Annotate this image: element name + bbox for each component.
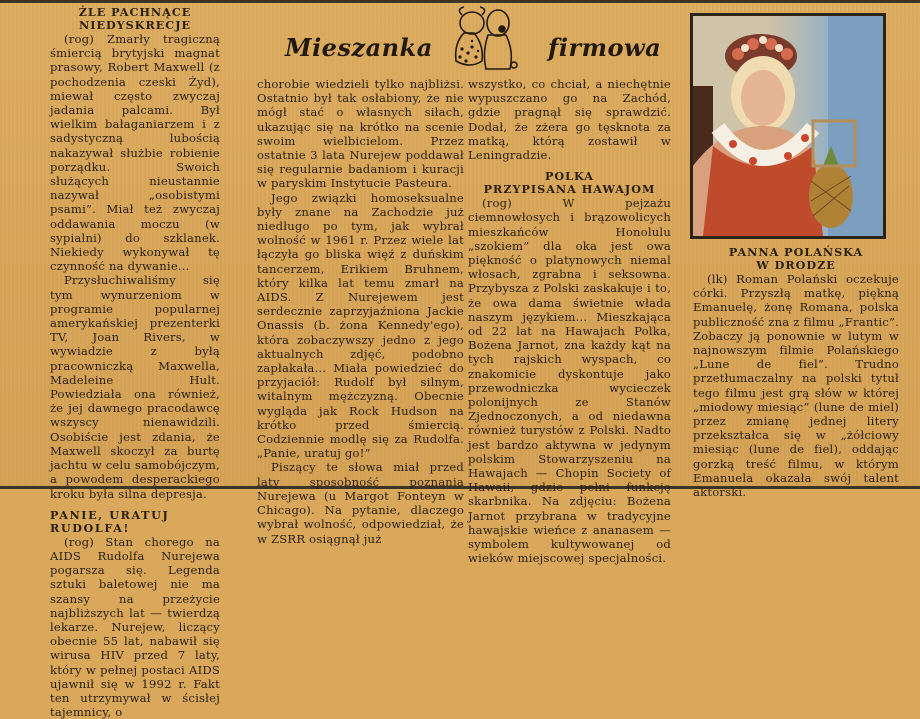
article-panna-polanska	[693, 246, 899, 499]
article-polka-hawaje	[468, 170, 671, 565]
article-paragraph: (rog) W pejzażu ciemnowłosych i brązowolicych mieszkańców Honolulu „szokiem” dla oka jest owa piękność o platynowych niemal włosach, zgrabna i seksowna. Przybysza z Polski zaskakuje i to, że owa dama świetnie włada naszym językiem... Mieszkająca od 22 lat na Hawajach Polka, Bożena Jarnot, zna każdy kąt na tych rajskich wyspach, co znakomicie dyskontuje jako przewodniczka wycieczek polonijnych ze Stanów Zjednoczonych, a od niedawna również turystów z Polski. Nadto jest bardzo aktywna w jedynym polskim Stowarzyszeniu na Hawajach — Chopin Society of Hawaii, gdzie pełni funkcję skarbnika. Na zdjęciu: Bożena Jarnot przybrana w tradycyjne hawajskie wieńce z ananasem — symbolem kultywowanej od wieków miejscowej specjalności.	[468, 196, 671, 566]
headline-line: PANNA POLAŃSKA	[728, 245, 864, 259]
section-masthead	[280, 11, 665, 75]
article-paragraph: Przysłuchiwaliśmy się tym wynurzeniom w programie popularnej amerykańskiej prezenterki TV, Joan Rivers, w wywiadzie z byłą pracowniczką Maxwella, Madeleine Hult. Powiedziała ona również, że jej dawnego pracodawcę wszyscy nienawidzili. Osobiście jest zdania, że Maxwell skoczył za burtę jachtu w celu samobójczym, a powodem desperackiego kroku była silna depresja.	[50, 273, 220, 501]
headline-line: POLKA	[545, 169, 594, 184]
column-1	[50, 6, 220, 719]
masthead-title-right: firmowa	[548, 33, 662, 62]
headline-line: NIEDYSKRECJE	[78, 18, 192, 32]
two-cartoon-characters-icon	[432, 5, 542, 75]
headline-line: ŻLE PACHNĄCE	[78, 5, 192, 19]
article-panie-uratuj	[50, 509, 220, 719]
column-3	[468, 77, 671, 566]
headline-panie-uratuj: PANIE, URATUJ RUDOLFA!	[50, 507, 170, 535]
article-paragraph-continued: wszystko, co chciał, a niechętnie wypuszczano go na Zachód, gdzie pragnął się sprawdzić. Dodał, że zżera go tęsknota za matką, którą zostawił w Leningradzie.	[468, 77, 671, 163]
article-paragraph: Jego związki homoseksualne były znane na Zachodzie już niedługo po tym, jak wybrał wolność w 1961 r. Przez wiele lat łączyła go bliska więź z duńskim tancerzem, Erikiem Bruhnem, który kilka lat temu zmarł na AIDS. Z Nurejewem jest serdecznie zaprzyjaźniona Jackie Onassis (b. żona Kennedy'ego), która zobaczywszy jedno z jego aktualnych zdjęć, podobno zapłakała... Miała powiedzieć do przyjaciół: Rudolf był silnym, witalnym mężczyzną. Obecnie wygląda jak Rock Hudson na krótko przed śmiercią. Codziennie modlę się za Rudolfa. „Panie, uratuj go!”	[257, 190, 464, 461]
photo-woman-pineapple	[690, 13, 886, 239]
column-2	[257, 77, 464, 546]
article-paragraph: (rog) Zmarły tragiczną śmiercią brytyjski magnat prasowy, Robert Maxwell (z pochodzenia czeski Żyd), miewał często zwyczaj jadania palcami. Był wielkim bałaganiarzem i z sadystyczną lubością nakazywał służbie robienie porządku. Swoich służących nieustannie nazywał „osobistymi psami”. Miał też zwyczaj oddawania moczu (w sypialni) do szklanek. Niekiedy wykonywał tę czynność na dywanie...	[50, 32, 220, 274]
article-paragraph: (lk) Roman Polański oczekuje córki. Przyszłą matkę, piękną Emanuelę, żonę Romana, polska publiczność zna z filmu „Frantic”. Zobaczy ją ponownie w lutym w najnowszym filmie Polańskiego „Lune de fiel”. Trudno przetłumaczalny na polski tytuł tego filmu jest grą słów w której „miodowy miesiąc” (lune de miel) przez zmianę jednej litery przekształca się w „żółciowy miesiąc (lune de fiel), oddając gorzką treść filmu, w którym Emanuela okazała swój talent aktorski.	[693, 272, 899, 500]
photo-woman-pineapple-icon	[693, 16, 883, 236]
headline-line: PRZYPISANA HAWAJOM	[483, 182, 656, 197]
headline-panna-polanska	[693, 246, 899, 272]
column-4	[693, 246, 899, 499]
article-paragraph-continued: chorobie wiedzieli tylko najbliżsi. Ostatnio był tak osłabiony, że nie mógł stać o własnych siłach, ukazując się na krótko na scenie swoim wielbicielom. Przez ostatnie 3 lata Nurejew poddawał się regularnie badaniom i kuracji w paryskim Instytucie Pasteura.	[257, 77, 464, 191]
headline-zle-pachnace	[50, 6, 220, 32]
headline-line: W DRODZE	[756, 258, 836, 272]
article-paragraph: Piszący te słowa miał przed laty sposobność poznania Nurejewa (u Margot Fonteyn w Chicago). Na pytanie, dlaczego wybrał wolność, odpowiedział, że w ZSRR osiągnął już	[257, 460, 464, 546]
article-paragraph: (rog) Stan chorego na AIDS Rudolfa Nurejewa pogarsza się. Legenda sztuki baletowej nie ma szansy na przeżycie najbliższych lat — twierdzą lekarze. Nurejew, liczący obecnie 55 lat, nabawił się wirusa HIV przed 7 laty, który w pełnej postaci AIDS ujawnił się w 1992 r. Fakt ten utrzymywał w ścisłej tajemnicy, o	[50, 534, 220, 719]
headline-polka-hawaje	[468, 170, 671, 196]
masthead-title-left: Mieszanka	[285, 33, 433, 62]
article-zle-pachnace	[50, 6, 220, 501]
